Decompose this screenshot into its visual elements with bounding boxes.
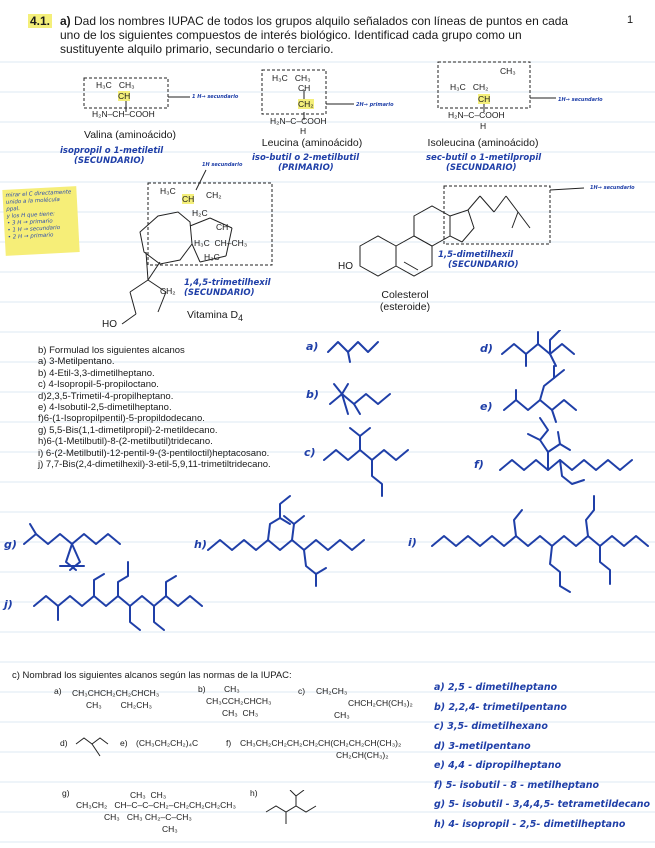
colesterol-caption: Colesterol (esteroide): [379, 289, 431, 313]
part-c-formula-c2: CHCH₂CH(CH₃)₂: [348, 698, 413, 708]
part-b-item: j) 7,7-Bis(2,4-dimetilhexil)-3-etil-5,9,11-trimetiltridecano.: [38, 459, 271, 471]
part-b-title: b) Formulad los siguientes alcanos: [38, 345, 185, 356]
part-c-formula-g2: CH₃CH₂ CH–C–C–CH₂–CH₂CH₂CH₂CH₃: [76, 800, 236, 810]
part-c-answers: [434, 678, 650, 834]
part-c-formula-b2: CH₃CCH₂CHCH₃: [206, 696, 272, 706]
part-c-skeleton-h: [262, 790, 322, 830]
leucina-caption: Leucina (aminoácido): [261, 137, 363, 149]
vitamina-arrow: [196, 170, 206, 190]
vitamina-answer: 1,4,5-trimetilhexil (SECUNDARIO): [184, 278, 271, 298]
part-c-label-e: e): [120, 738, 128, 748]
part-b-item: g) 5,5-Bis(1,1-dimetilpropil)-2-metildecano.: [38, 424, 218, 436]
part-b-item: a) 3-Metilpentano.: [38, 356, 115, 368]
sketch-e: [504, 400, 576, 410]
part-c-formula-a2: CH₃ CH₂CH₃: [86, 700, 152, 710]
vitamina-caption: Vitamina $D_4$: [186, 309, 244, 324]
colesterol-arrow-note: 1H→ secundario: [590, 185, 635, 191]
part-c-answer: f) 5- isobutil - 8 - metilheptano: [434, 779, 600, 791]
sketch-d: [502, 344, 574, 354]
sketch-label-d: d): [480, 342, 493, 355]
part-c-answer: g) 5- isobutil - 3,4,4,5- tetrametildecano: [434, 799, 651, 810]
leucina-formula-ch: CH: [298, 83, 311, 93]
part-b-item: f)6-(1-Isopropilpentil)-5-propildodecano.: [38, 413, 205, 425]
valina-formula-bottom: H₂N–CH–COOH: [92, 109, 155, 119]
valina-formula-ch: CH: [118, 91, 131, 101]
colesterol-dashed-box: [444, 186, 550, 244]
sketch-label-c: c): [304, 446, 316, 459]
part-b-item: b) 4-Etil-3,3-dimetilheptano.: [38, 367, 155, 379]
sketch-label-e: e): [480, 400, 493, 413]
part-c-formula-f2: CH₂CH(CH₃)₂: [336, 750, 389, 760]
vitamina-frag-h3c-b: H₃C: [204, 252, 220, 262]
part-c-formula-b3: CH₃ CH₃: [222, 708, 259, 718]
part-c-label-a: a): [54, 686, 62, 696]
part-c-formula-f1: CH₃CH₂CH₂CH₂CH₂CH(CH₂CH₂CH(CH₃)₂: [240, 738, 402, 748]
part-c-label-b: b): [198, 684, 206, 694]
part-b-item: c) 4-Isopropil-5-propiloctano.: [38, 379, 159, 391]
part-c-formula-g4: CH₃: [162, 824, 178, 834]
part-b-item: i) 6-(2-Metilbutil)-12-pentil-9-(3-pentiloctil)heptacosano.: [38, 447, 270, 459]
part-b-item: d)2,3,5-Trimetil-4-propilheptano.: [38, 390, 174, 402]
exercise-number: 4.1.: [30, 14, 51, 28]
part-c-answer: c) 3,5- dimetilhexano: [434, 721, 548, 732]
isoleucina-formula-h: H: [480, 121, 487, 131]
vitamina-arrow-note: 1H secundario: [202, 162, 243, 168]
sketch-b: [330, 394, 390, 404]
sketch-label-f: f): [474, 458, 484, 471]
part-c-formula-e: (CH₃CH₂CH₂)₄C: [136, 738, 199, 748]
part-c-formula-g3: CH₃ CH₃ CH₂–C–CH₃: [104, 812, 192, 822]
leucina-formula-h: H: [300, 126, 307, 136]
vitamina-ho: HO: [102, 319, 117, 330]
sketch-h: [208, 540, 364, 550]
sketch-label-h: h): [194, 538, 207, 551]
vitamina-frag-h3c: H₃C: [160, 186, 176, 196]
colesterol-ho: HO: [338, 261, 353, 272]
sketch-label-j: j): [4, 598, 13, 611]
isoleucina-formula-bottom: H₂N–C–COOH: [448, 110, 505, 120]
part-c-formula-c1: CH₂CH₃: [316, 686, 348, 696]
page-number: 1: [627, 14, 634, 26]
part-c-formula-a1: CH₃CHCH₂CH₂CHCH₃: [72, 688, 160, 698]
leucina-arrow-note: 2H→ primario: [356, 102, 394, 108]
sketch-label-a: a): [306, 340, 319, 353]
vitamina-frag-h2c: H₂C: [192, 208, 208, 218]
part-c-formula-b1: CH₃: [224, 684, 240, 694]
sketch-label-g: g): [4, 538, 17, 551]
part-a-label: a): [60, 14, 71, 28]
part-c-label-c: c): [298, 686, 306, 696]
isoleucina-caption: Isoleucina (aminoácido): [427, 137, 539, 149]
part-b-item: e) 4-Isobutil-2,5-dimetilheptano.: [38, 402, 172, 414]
leucina-answer: iso-butil o 2-metilbutil (PRIMARIO): [252, 153, 360, 173]
part-c-answer: e) 4,4 - dipropilheptano: [434, 760, 562, 771]
colesterol-answer: 1,5-dimetilhexil (SECUNDARIO): [438, 250, 519, 270]
part-c-answer: a) 2,5 - dimetilheptano: [434, 682, 558, 693]
valina-arrow-note: 1 H→ secundario: [192, 94, 239, 100]
vitamina-frag-isopropyl: H₃C CH–CH₃: [194, 238, 248, 248]
leucina-formula-ch2: CH₂: [298, 99, 314, 109]
sketch-i: [432, 536, 648, 546]
valina-caption: Valina (aminoácido): [83, 129, 177, 141]
part-c-label-h: h): [250, 788, 258, 798]
isoleucina-formula-mid: H₃C CH₂: [450, 82, 489, 92]
valina-formula-top: H₃C CH₃: [96, 80, 135, 90]
part-c-formula-g1: CH₃ CH₃: [130, 790, 167, 800]
intro-text: Dad los nombres IUPAC de todos los grupos alquilo señalados con líneas de puntos en cada uno de los siguientes compuestos de interés biológico. Identificad cada grupo como un sustituyente alquilo primario, secundario o terciario.: [60, 14, 569, 56]
part-c-answer: h) 4- isopropil - 2,5- dimetilheptano: [434, 818, 626, 830]
colesterol-arrow: [550, 188, 584, 190]
sketch-g: [24, 534, 120, 544]
isoleucina-formula-ch: CH: [478, 94, 491, 104]
part-b-item: h)6-(1-Metilbutil)-8-(2-metilbutil)tridecano.: [38, 436, 213, 448]
vitamina-frag-ch: CH: [182, 194, 195, 204]
sketch-a: [328, 342, 378, 352]
sketch-c: [324, 450, 408, 460]
part-c-label-g: g): [62, 788, 70, 798]
sketch-label-i: i): [408, 536, 417, 549]
part-c-formula-c3: CH₃: [334, 710, 350, 720]
sketch-f: [500, 460, 632, 470]
part-c-label-f: f): [226, 738, 232, 748]
sticky-note: mirar el C directamente unido a la molécula ppal. y los H que tiene: • 3 H → primario • 1 H → secundario • 2 H → primario: [2, 186, 79, 256]
isoleucina-answer: sec-butil o 1-metilpropil (SECUNDARIO): [426, 153, 542, 173]
vitamina-frag-ch2: CH₂: [206, 190, 222, 200]
isoleucina-arrow-note: 1H→ secundario: [558, 97, 603, 103]
part-c-label-d: d): [60, 738, 68, 748]
sketch-j: [34, 596, 202, 606]
skeletal-sketches: [0, 330, 655, 660]
isoleucina-formula-top: CH₃: [500, 66, 516, 76]
part-c-skeleton-d: [74, 736, 114, 766]
vitamina-frag-ch-b: CH: [216, 222, 229, 232]
part-c-title: c) Nombrad los siguientes alcanos según las normas de la IUPAC:: [12, 670, 292, 681]
part-c-answer: b) 2,2,4- trimetilpentano: [434, 701, 567, 713]
part-c-answer: d) 3-metilpentano: [434, 740, 531, 752]
valina-answer: isopropil o 1-metiletil (SECUNDARIO): [60, 146, 164, 166]
sketch-label-b: b): [306, 388, 319, 401]
leucina-formula-bottom: H₂N–C–COOH: [270, 116, 327, 126]
vitamina-ch2: CH₂: [160, 286, 176, 296]
leucina-formula-top: H₃C CH₃: [272, 73, 311, 83]
